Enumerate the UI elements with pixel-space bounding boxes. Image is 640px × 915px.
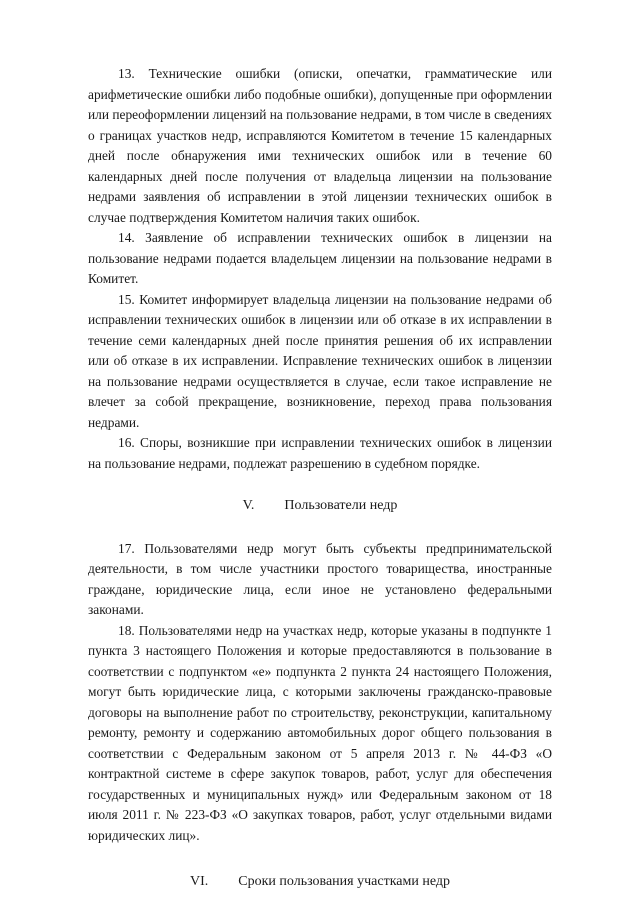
paragraph-18: 18. Пользователями недр на участках недр, которые указаны в подпункте 1 пункта 3 настоящего Положения и которые предоставляются в пользование в соответствии с подпунктом «е» подпункта 2 пункта 24 настоящего Положения, могут быть юридические лица, с которыми заключены гражданско-правовые договоры на выполнение работ по строительству, реконструкции, капитальному ремонту, ремонту и содержанию автомобильных дорог общего пользования в соответствии с Федеральным законом от 5 апреля 2013 г. № 44-ФЗ «О контрактной системе в сфере закупок товаров, работ, услуг для обеспечения государственных и муниципальных нужд» или Федеральным законом от 18 июля 2011 г. № 223-ФЗ «О закупках товаров, работ, услуг отдельными видами юридических лиц».	[88, 622, 552, 843]
document-page	[88, 64, 552, 915]
section-number: VI.	[190, 874, 209, 889]
section-heading-vi	[88, 872, 552, 893]
paragraph-15: 15. Комитет информирует владельца лицензии на пользование недрами об исправлении технических ошибок в лицензии или об отказе в их исправлении в течение семи календарных дней после принятия решения об их исправлении или об отказе в их исправлении. Исправление технических ошибок в лицензии на пользование недрами осуществляется в случае, если такое исправление не влечет за собой прекращение, возникновение, переход права пользования недрами.	[88, 291, 552, 430]
paragraph-17: 17. Пользователями недр могут быть субъекты предпринимательской деятельности, в том числе участники простого товарищества, иностранные граждане, юридические лица, если иное не установлено федеральными законами.	[88, 540, 552, 617]
section-number: V.	[242, 498, 255, 513]
section-title: Сроки пользования участками недр	[238, 874, 450, 889]
paragraph-14: 14. Заявление об исправлении технических ошибок в лицензии на пользование недрами подается владельцем лицензии на пользование недрами в Комитет.	[88, 230, 552, 286]
section-title: Пользователи недр	[284, 498, 398, 513]
paragraph-13: 13. Технические ошибки (описки, опечатки, грамматические или арифметические ошибки либо подобные ошибки), допущенные при оформлении или переоформлении лицензий на пользование недрами, в том числе в сведениях о границах участков недр, исправляются Комитетом в течение 15 календарных дней после обнаружения ими технических ошибок или в течение 60 календарных дней после получения от владельца лицензии на пользование недрами заявления об исправлении в этой лицензии технических ошибок в случае подтверждения Комитетом наличия таких ошибок.	[88, 66, 552, 225]
paragraph-16: 16. Споры, возникшие при исправлении технических ошибок в лицензии на пользование недрами, подлежат разрешению в судебном порядке.	[88, 435, 552, 471]
section-heading-v	[88, 496, 552, 517]
